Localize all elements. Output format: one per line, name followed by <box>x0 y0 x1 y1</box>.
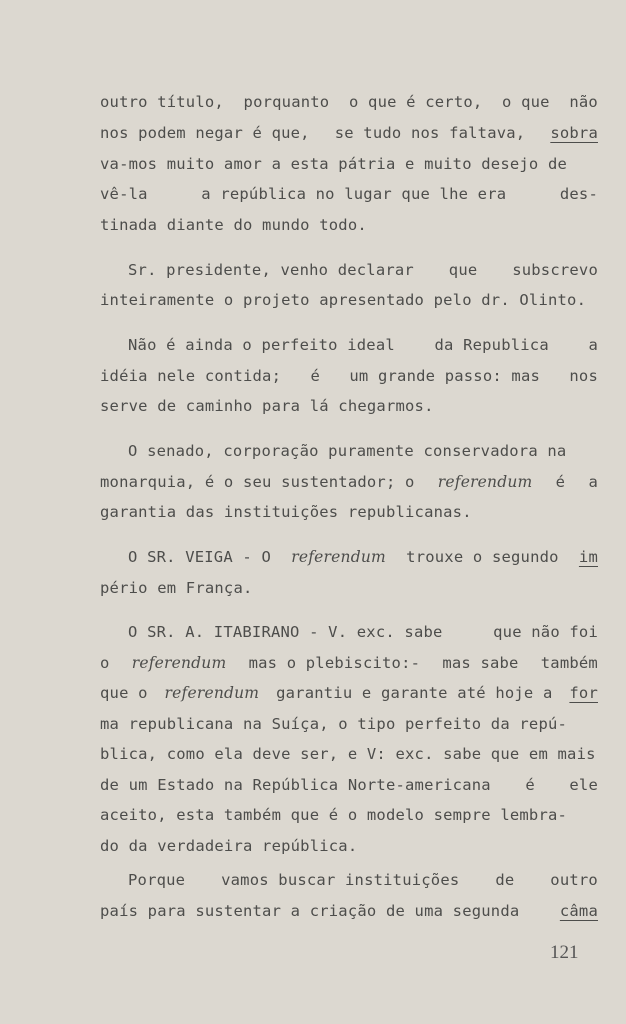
hyphenated-word-segment: for <box>569 684 598 702</box>
text-segment: ele <box>569 776 598 794</box>
text-segment: que não foi <box>493 623 598 641</box>
text-segment: va-mos muito amor a esta pátria e muito desejo de <box>100 155 568 173</box>
text-segment: é <box>525 776 535 794</box>
hyphenated-word-segment: im <box>578 548 598 566</box>
text-line <box>100 154 598 174</box>
text-line <box>128 441 598 461</box>
text-line <box>100 653 598 673</box>
text-segment: de <box>495 871 515 889</box>
text-line <box>128 622 598 642</box>
text-segment: que o <box>100 684 148 702</box>
text-line <box>128 870 598 890</box>
text-line <box>100 901 598 921</box>
page-number: 121 <box>550 942 579 963</box>
text-line <box>100 215 598 235</box>
text-line <box>100 92 598 112</box>
text-segment: é <box>555 473 566 491</box>
text-segment: o que é certo, <box>348 93 483 111</box>
italic-term-referendum: referendum <box>131 654 227 672</box>
text-line <box>100 775 598 795</box>
text-line <box>100 578 598 598</box>
text-segment: garantia das instituições republicanas. <box>100 503 472 521</box>
text-segment: da Republica <box>434 336 549 354</box>
text-segment: vê-la <box>100 185 148 203</box>
text-segment: pério em França. <box>100 579 253 597</box>
text-line <box>100 744 598 764</box>
italic-term-referendum: referendum <box>291 548 386 566</box>
italic-term-referendum: referendum <box>437 473 533 491</box>
text-segment: outro <box>550 871 598 889</box>
text-line <box>100 366 598 386</box>
text-segment: país para sustentar a criação de uma segunda <box>100 902 520 920</box>
text-segment: blica, como ela deve ser, e V: exc. sabe que em mais <box>100 745 596 763</box>
text-segment: des- <box>559 185 598 203</box>
text-line <box>100 123 598 143</box>
text-line <box>100 836 598 856</box>
hyphenated-word-segment: câma <box>559 902 598 920</box>
text-segment: de um Estado na República Norte-americana <box>100 776 491 794</box>
text-segment: serve de caminho para lá chegarmos. <box>100 397 434 415</box>
text-segment: subscrevo <box>512 261 598 279</box>
text-segment: ma republicana na Suíça, o tipo perfeito da repú- <box>100 715 568 733</box>
text-segment: outro título, <box>100 93 224 111</box>
text-segment: monarquia, é o seu sustentador; o <box>100 473 415 491</box>
text-segment: tinada diante do mundo todo. <box>100 216 367 234</box>
text-line <box>100 714 598 734</box>
text-segment: Sr. presidente, venho declarar <box>128 261 414 279</box>
text-segment: que <box>448 261 478 279</box>
text-line <box>128 547 598 567</box>
text-segment: aceito, esta também que é o modelo sempre lembra- <box>100 806 568 824</box>
text-segment: trouxe o segundo <box>406 548 559 566</box>
text-line <box>100 502 598 522</box>
speaker-label: O SR. A. ITABIRANO - V. exc. sabe <box>128 623 443 641</box>
text-segment: nos <box>569 367 598 385</box>
text-segment: Não é ainda o perfeito ideal <box>128 336 395 354</box>
text-segment: é <box>310 367 321 385</box>
text-line <box>100 805 598 825</box>
text-segment: mas o plebiscito:- <box>248 654 421 672</box>
text-segment: garantiu e garante até hoje a <box>276 684 553 702</box>
text-segment: se tudo nos faltava, <box>334 124 526 142</box>
text-segment: a <box>588 473 598 491</box>
text-segment: o <box>100 654 110 672</box>
text-line <box>128 335 598 355</box>
text-segment: O senado, corporação puramente conservadora na <box>128 442 567 460</box>
text-segment: a <box>588 336 598 354</box>
text-segment: inteiramente o projeto apresentado pelo dr. Olinto. <box>100 291 587 309</box>
text-line <box>100 472 598 492</box>
text-line <box>100 290 598 310</box>
text-segment: o que <box>502 93 550 111</box>
text-segment: porquanto <box>243 93 330 111</box>
italic-term-referendum: referendum <box>164 684 260 702</box>
hyphenated-word-segment: sobra <box>550 124 598 142</box>
text-segment: Porque <box>128 871 186 889</box>
text-segment: idéia nele contida; <box>100 367 282 385</box>
text-segment: do da verdadeira república. <box>100 837 358 855</box>
text-segment: vamos buscar instituições <box>221 871 460 889</box>
text-line <box>100 683 598 703</box>
text-segment: mas sabe <box>442 654 519 672</box>
text-line <box>100 396 598 416</box>
text-segment: um grande passo: mas <box>349 367 541 385</box>
text-segment: nos podem negar é que, <box>100 124 310 142</box>
text-segment: não <box>569 93 598 111</box>
text-line <box>128 260 598 280</box>
speaker-label: O SR. VEIGA - O <box>128 548 271 566</box>
text-line <box>100 184 598 204</box>
text-segment: a república no lugar que lhe era <box>201 185 507 203</box>
text-segment: também <box>540 654 598 672</box>
